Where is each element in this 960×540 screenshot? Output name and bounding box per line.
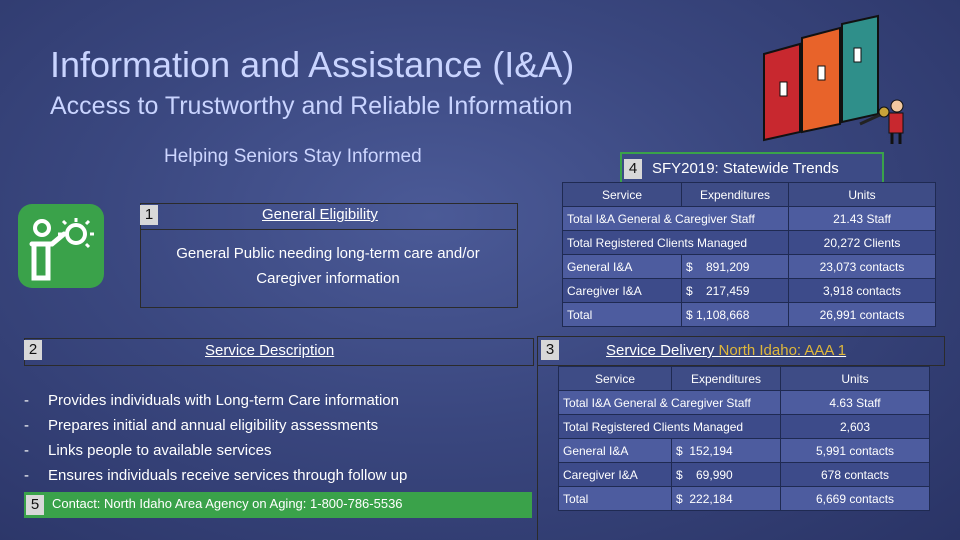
bullet-text: Prepares initial and annual eligibility assessments [48,417,379,434]
list-item: - Ensures individuals receive services through follow up [24,463,407,488]
bullet-text: Provides individuals with Long-term Care information [48,392,399,409]
description-number: 2 [24,340,42,360]
page-title: Information and Assistance (I&A) [50,44,575,85]
column-header: Units [781,367,930,391]
expenditure-cell: $ 69,990 [672,463,781,487]
doors-illustration-icon [756,14,906,146]
list-item: - Provides individuals with Long-term Care information [24,388,407,413]
units-cell: 2,603 [781,415,930,439]
list-item: - Links people to available services [24,438,407,463]
contact-text: Contact: North Idaho Area Agency on Aging: 1-800-786-5536 [52,496,403,511]
person-idea-icon [18,204,104,288]
units-cell: 26,991 contacts [789,303,936,327]
expenditure-cell: $ 891,209 [682,255,789,279]
units-cell: 678 contacts [781,463,930,487]
eligibility-heading: General Eligibility [262,206,378,223]
units-cell: 21.43 Staff [789,207,936,231]
table-row [559,439,930,463]
units-cell: 6,669 contacts [781,487,930,511]
table-row [563,231,936,255]
delivery-number: 3 [541,340,559,360]
units-cell: 3,918 contacts [789,279,936,303]
statewide-number: 4 [624,159,642,179]
expenditure-cell: $ 222,184 [672,487,781,511]
expenditure-cell: $ 152,194 [672,439,781,463]
service-cell: Total [563,303,682,327]
page-subtitle: Access to Trustworthy and Reliable Information [50,92,573,120]
helping-heading: Helping Seniors Stay Informed [164,146,422,167]
table-header-row [563,183,936,207]
delivery-table [558,366,930,511]
units-cell: 5,991 contacts [781,439,930,463]
statewide-heading: SFY2019: Statewide Trends [652,160,839,177]
bullet-text: Links people to available services [48,442,272,459]
table-row [559,487,930,511]
service-cell: Caregiver I&A [559,463,672,487]
statewide-table [562,182,936,327]
delivery-heading-region: North Idaho: AAA 1 [718,342,847,359]
service-cell: General I&A [559,439,672,463]
column-header: Expenditures [672,367,781,391]
units-cell: 20,272 Clients [789,231,936,255]
column-header: Service [559,367,672,391]
section-divider [537,336,538,540]
list-item: - Prepares initial and annual eligibility assessments [24,413,407,438]
units-cell: 4.63 Staff [781,391,930,415]
description-bullet-list [24,388,407,488]
table-row [563,207,936,231]
service-cell: Total I&A General & Caregiver Staff [563,207,789,231]
delivery-heading-prefix: Service Delivery [606,342,719,359]
column-header: Service [563,183,682,207]
delivery-heading [606,342,846,359]
column-header: Units [789,183,936,207]
eligibility-number: 1 [140,205,158,225]
contact-number: 5 [26,495,44,515]
table-row [563,255,936,279]
description-heading: Service Description [205,342,335,359]
expenditure-cell: $ 1,108,668 [682,303,789,327]
table-row [559,415,930,439]
service-cell: General I&A [563,255,682,279]
column-header: Expenditures [682,183,789,207]
eligibility-body [140,241,516,291]
bullet-text: Ensures individuals receive services through follow up [48,467,408,484]
table-row [563,279,936,303]
table-header-row [559,367,930,391]
units-cell: 23,073 contacts [789,255,936,279]
table-row [559,463,930,487]
table-row [563,303,936,327]
eligibility-body-line2: Caregiver information [256,270,400,287]
service-cell: Caregiver I&A [563,279,682,303]
service-cell: Total [559,487,672,511]
eligibility-body-line1: General Public needing long-term care and/or [176,245,480,262]
service-cell: Total Registered Clients Managed [559,415,781,439]
service-cell: Total I&A General & Caregiver Staff [559,391,781,415]
table-row [559,391,930,415]
expenditure-cell: $ 217,459 [682,279,789,303]
service-cell: Total Registered Clients Managed [563,231,789,255]
